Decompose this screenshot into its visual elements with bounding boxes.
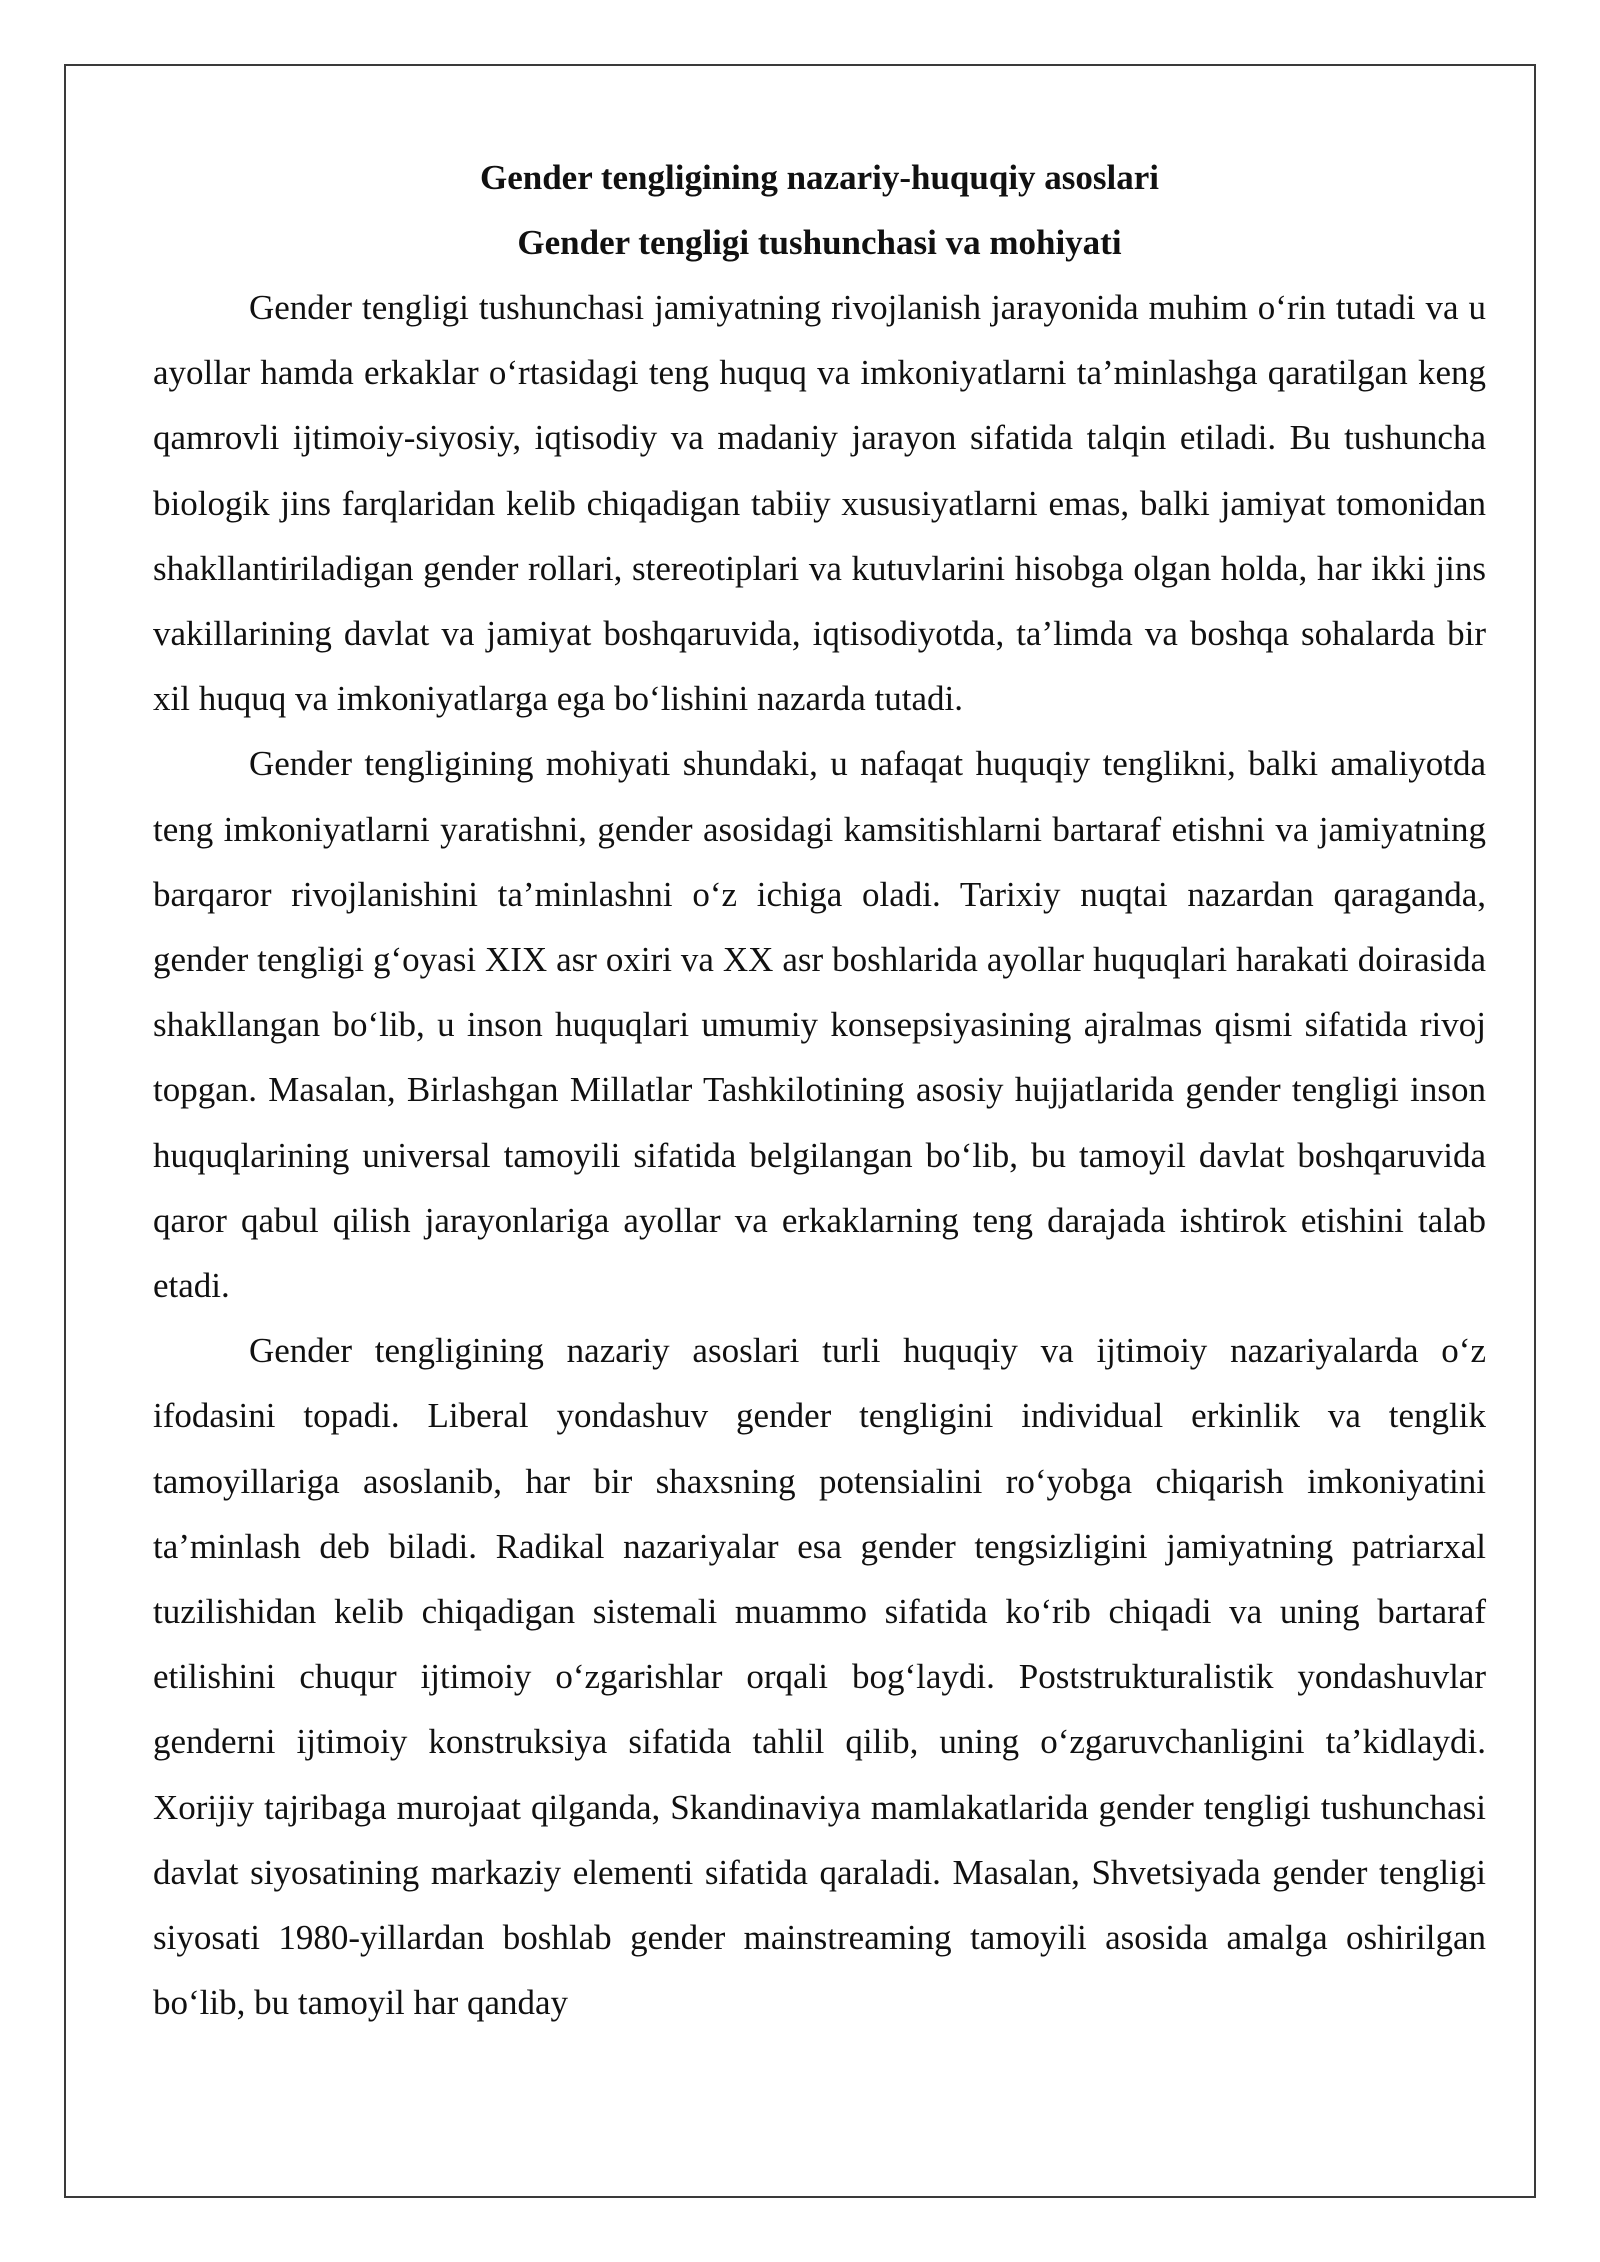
document-title: Gender tengligining nazariy-huquqiy asoslari bbox=[479, 158, 1160, 197]
paragraph-3: Gender tengligining nazariy asoslari turli huquqiy va ijtimoiy nazariyalarda o‘z ifodasini topadi. Liberal yondashuv gender tengligini individual erkinlik va tenglik tamoyillariga asoslanib, har bir shaxsning potensialini ro‘yobga chiqarish imkoniyatini ta’minlash deb biladi. Radikal nazariyalar esa gender tengsizligini jamiyatning patriarxal tuzilishidan kelib chiqadigan sistemali muammo sifatida ko‘rib chiqadi va uning bartaraf etilishini chuqur ijtimoiy o‘zgarishlar orqali bog‘laydi. Poststrukturalistik yondashuvlar genderni ijtimoiy konstruksiya sifatida tahlil qilib, uning o‘zgaruvchanligini ta’kidlaydi. Xorijiy tajribaga murojaat qilganda, Skandinaviya mamlakatlarida gender tengligi tushunchasi davlat siyosatining markaziy elementi sifatida qaraladi. Masalan, Shvetsiyada gender tengligi siyosati 1980-yillardan boshlab gender mainstreaming tamoyili asosida amalga oshirilgan bo‘lib, bu tamoyil har qanday bbox=[153, 1331, 1486, 2023]
document-body bbox=[153, 145, 1486, 2035]
section-heading: Gender tengligi tushunchasi va mohiyati bbox=[517, 223, 1122, 262]
paragraph-1: Gender tengligi tushunchasi jamiyatning rivojlanish jarayonida muhim o‘rin tutadi va u ayollar hamda erkaklar o‘rtasidagi teng huquq va imkoniyatlarni ta’minlashga qaratilgan keng qamrovli ijtimoiy-siyosiy, iqtisodiy va madaniy jarayon sifatida talqin etiladi. Bu tushuncha biologik jins farqlaridan kelib chiqadigan tabiiy xususiyatlarni emas, balki jamiyat tomonidan shakllantiriladigan gender rollari, stereotiplari va kutuvlarini hisobga olgan holda, har ikki jins vakillarining davlat va jamiyat boshqaruvida, iqtisodiyotda, ta’limda va boshqa sohalarda bir xil huquq va imkoniyatlarga ega bo‘lishini nazarda tutadi. bbox=[153, 288, 1486, 719]
paragraph-2: Gender tengligining mohiyati shundaki, u nafaqat huquqiy tenglikni, balki amaliyotda teng imkoniyatlarni yaratishni, gender asosidagi kamsitishlarni bartaraf etishni va jamiyatning barqaror rivojlanishini ta’minlashni o‘z ichiga oladi. Tarixiy nuqtai nazardan qaraganda, gender tengligi g‘oyasi XIX asr oxiri va XX asr boshlarida ayollar huquqlari harakati doirasida shakllangan bo‘lib, u inson huquqlari umumiy konsepsiyasining ajralmas qismi sifatida rivoj topgan. Masalan, Birlashgan Millatlar Tashkilotining asosiy hujjatlarida gender tengligi inson huquqlarining universal tamoyili sifatida belgilangan bo‘lib, bu tamoyil davlat boshqaruvida qaror qabul qilish jarayonlariga ayollar va erkaklarning teng darajada ishtirok etishini talab etadi. bbox=[153, 744, 1486, 1306]
